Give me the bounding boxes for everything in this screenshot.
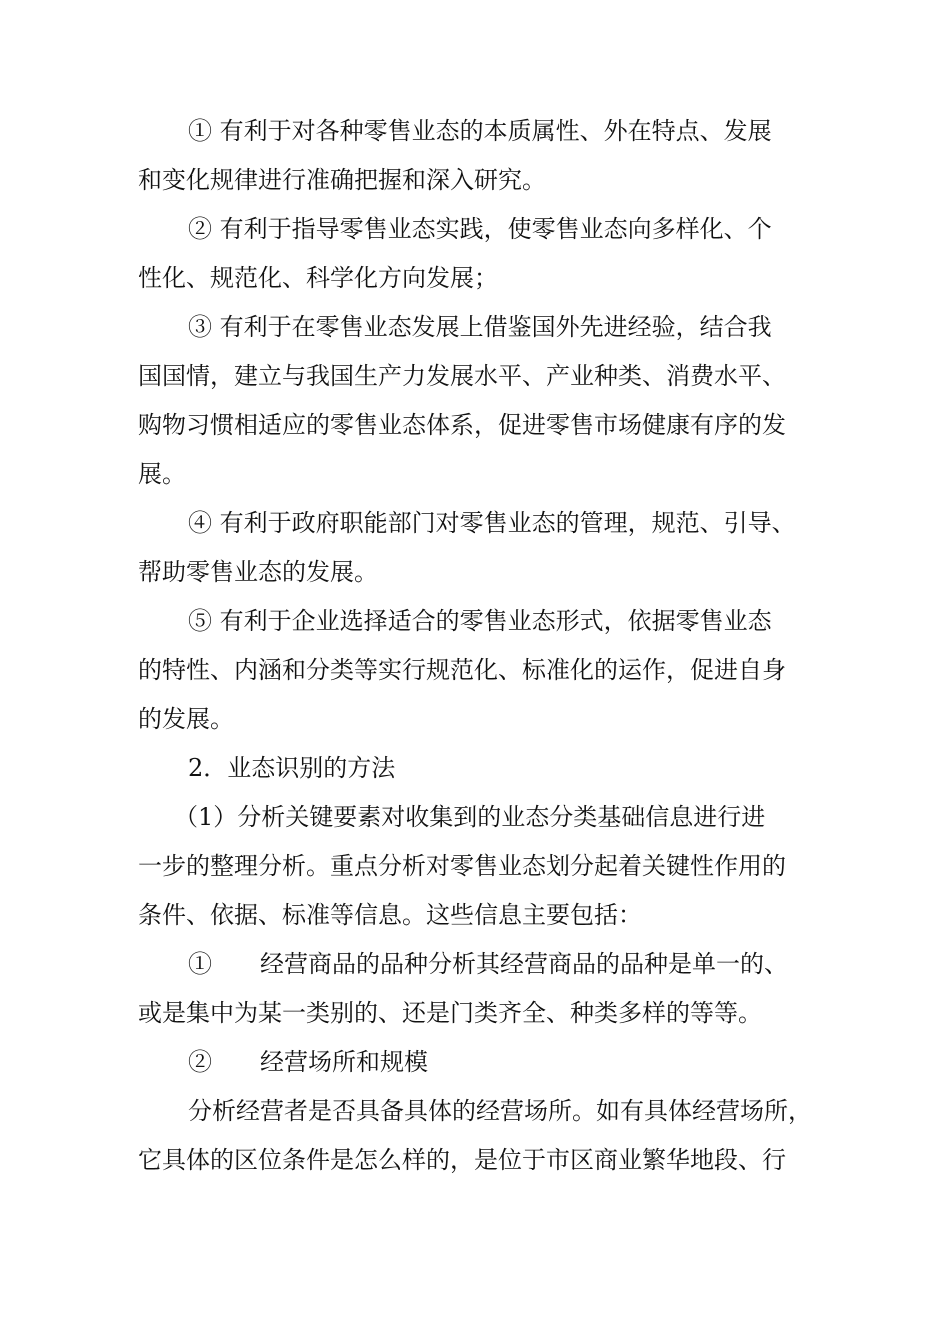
text-line: 展。 bbox=[138, 460, 186, 488]
paragraph-method-1 bbox=[138, 793, 828, 940]
document-page bbox=[138, 107, 828, 1185]
text-line: （1）分析关键要素对收集到的业态分类基础信息进行进 bbox=[174, 803, 766, 831]
paragraph-benefit-1 bbox=[138, 107, 828, 205]
paragraph-benefit-3 bbox=[138, 303, 828, 499]
text-line: 帮助零售业态的发展。 bbox=[138, 558, 378, 586]
text-line: 的特性、内涵和分类等实行规范化、标准化的运作，促进自身 bbox=[138, 656, 786, 684]
paragraph-benefit-2 bbox=[138, 205, 828, 303]
paragraph-item-2 bbox=[138, 1038, 828, 1087]
text-line: 国国情，建立与我国生产力发展水平、产业种类、消费水平、 bbox=[138, 362, 786, 390]
text-line: 的发展。 bbox=[138, 705, 234, 733]
paragraph-benefit-5 bbox=[138, 597, 828, 744]
text-line: ④ 有利于政府职能部门对零售业态的管理，规范、引导、 bbox=[188, 509, 796, 537]
text-line: ③ 有利于在零售业态发展上借鉴国外先进经验，结合我 bbox=[188, 313, 772, 341]
text-line: ① 经营商品的品种分析其经营商品的品种是单一的、 bbox=[188, 950, 788, 978]
text-line: 或是集中为某一类别的、还是门类齐全、种类多样的等等。 bbox=[138, 999, 762, 1027]
text-line: ② 有利于指导零售业态实践，使零售业态向多样化、个 bbox=[188, 215, 772, 243]
text-line: 性化、规范化、科学化方向发展； bbox=[138, 264, 498, 292]
section-heading bbox=[138, 744, 828, 793]
text-line: 和变化规律进行准确把握和深入研究。 bbox=[138, 166, 546, 194]
text-line: 条件、依据、标准等信息。这些信息主要包括： bbox=[138, 901, 642, 929]
text-line: ⑤ 有利于企业选择适合的零售业态形式，依据零售业态 bbox=[188, 607, 772, 635]
text-line: ② 经营场所和规模 bbox=[188, 1048, 428, 1076]
text-line: 一步的整理分析。重点分析对零售业态划分起着关键性作用的 bbox=[138, 852, 786, 880]
heading-line: 2．业态识别的方法 bbox=[188, 754, 396, 782]
text-line: ① 有利于对各种零售业态的本质属性、外在特点、发展 bbox=[188, 117, 772, 145]
text-line: 它具体的区位条件是怎么样的，是位于市区商业繁华地段、行 bbox=[138, 1146, 786, 1174]
paragraph-venue-analysis bbox=[138, 1087, 828, 1185]
text-line: 购物习惯相适应的零售业态体系，促进零售市场健康有序的发 bbox=[138, 411, 786, 439]
text-line: 分析经营者是否具备具体的经营场所。如有具体经营场所， bbox=[188, 1097, 812, 1125]
paragraph-item-1 bbox=[138, 940, 828, 1038]
paragraph-benefit-4 bbox=[138, 499, 828, 597]
